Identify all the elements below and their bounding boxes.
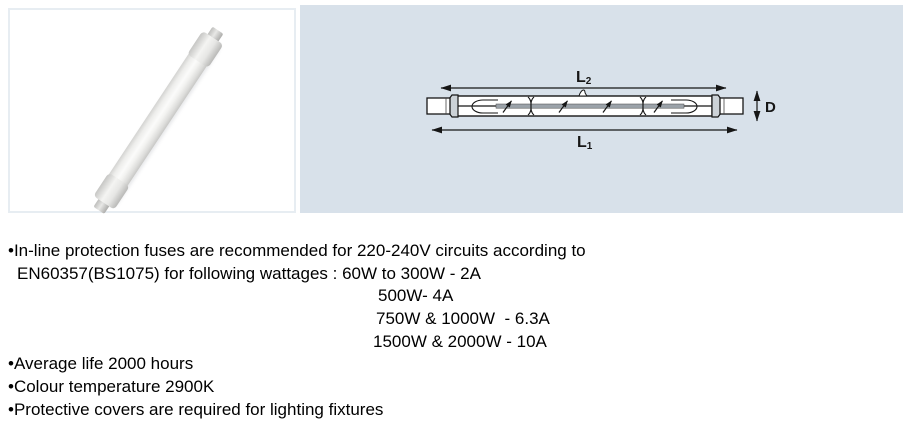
note-protective-covers: •Protective covers are required for lighting fixtures — [8, 400, 384, 419]
bullet-mark: • — [8, 400, 14, 419]
lamp-photo-panel — [8, 8, 296, 213]
fuse-rating-750w-1000w: 750W & 1000W - 6.3A — [376, 309, 550, 328]
lamp-dimension-drawing — [300, 5, 903, 213]
fuse-note-line1: •In-line protection fuses are recommended for 220-240V circuits according to — [8, 241, 586, 260]
note-average-life: •Average life 2000 hours — [8, 354, 194, 373]
label-L2: L2 — [576, 69, 592, 87]
bullet-mark: • — [8, 377, 14, 396]
label-L1: L1 — [577, 134, 593, 152]
bullet-mark: • — [8, 241, 14, 260]
fuse-rating-1500w-2000w: 1500W & 2000W - 10A — [373, 332, 547, 351]
label-D: D — [765, 99, 776, 116]
filament-bar — [496, 104, 684, 108]
note-colour-temperature: •Colour temperature 2900K — [8, 377, 215, 396]
bullet-mark: • — [8, 354, 14, 373]
fuse-rating-500w: 500W- 4A — [378, 286, 454, 305]
fuse-note-line2: EN60357(BS1075) for following wattages : 60W to 300W - 2A — [17, 264, 481, 283]
dimension-diagram-panel — [300, 5, 903, 213]
